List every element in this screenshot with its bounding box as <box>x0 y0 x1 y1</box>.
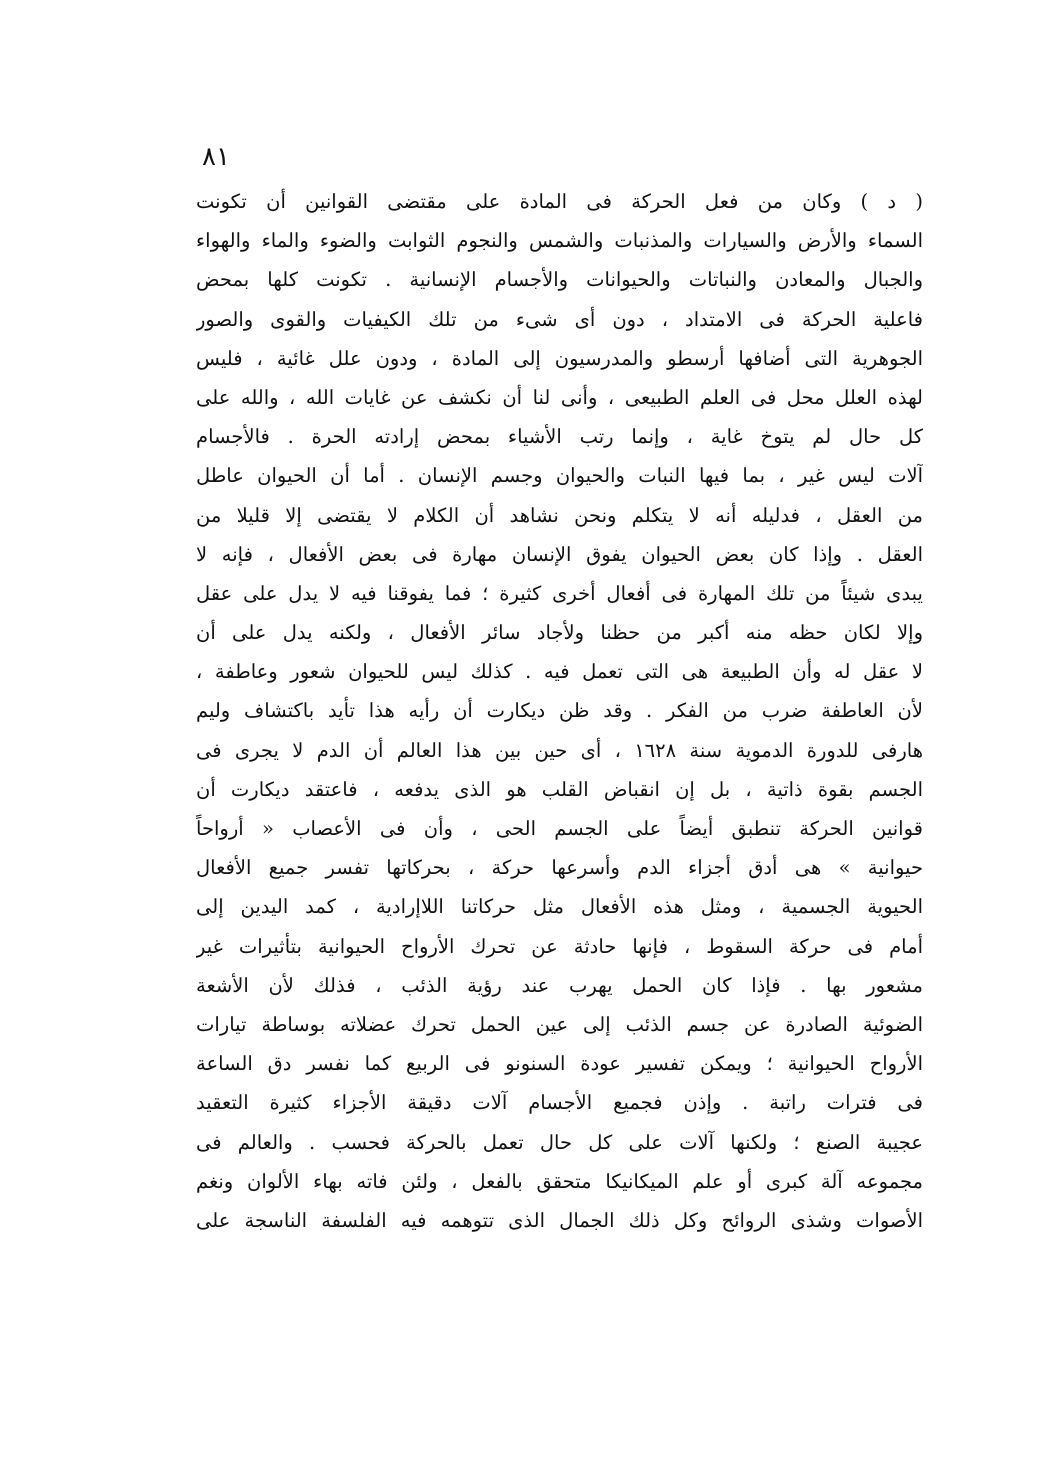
text-line: الجوهرية التى أضافها أرسطو والمدرسيون إلى المادة ، ودون علل غائية ، فليس <box>196 346 923 370</box>
text-line: لهذه العلل محل فى العلم الطبيعى ، وأنى لنا أن نكشف عن غايات الله ، والله على <box>196 385 923 409</box>
text-line: لا عقل له وأن الطبيعة هى التى تعمل فيه . كذلك ليس للحيوان شعور وعاطفة ، <box>196 660 923 684</box>
text-line: السماء والأرض والسيارات والمذنبات والشمس والنجوم الثوابت والضوء والماء والهواء <box>196 229 923 253</box>
text-line: من العقل ، فدليله أنه لا يتكلم ونحن نشاهد أن الكلام لا يقتضى إلا قليلا من <box>196 503 923 527</box>
page-number: ٨١ <box>202 142 230 172</box>
text-line: حيوانية » هى أدق أجزاء الدم وأسرعها حركة ، بحركاتها تفسر جميع الأفعال <box>196 856 923 880</box>
body-text <box>196 182 923 1240</box>
text-line: الأصوات وشذى الروائح وكل ذلك الجمال الذى تتوهمه فيه الفلسفة الناسجة على <box>196 1208 923 1232</box>
text-line: مشعور بها . فإذا كان الحمل يهرب عند رؤية الذئب ، فذلك لأن الأشعة <box>196 973 923 997</box>
text-line: الضوئية الصادرة عن جسم الذئب إلى عين الحمل تحرك عضلاته بوساطة تيارات <box>196 1012 923 1036</box>
text-line: لأن العاطفة ضرب من الفكر . وقد ظن ديكارت أن رأيه هذا تأيد باكتشاف وليم <box>196 699 923 723</box>
text-line: والجبال والمعادن والنباتات والحيوانات والأجسام الإنسانية . تكونت كلها بمحض <box>196 268 923 292</box>
text-line: الجسم بقوة ذاتية ، بل إن انقباض القلب هو الذى يدفعه ، فاعتقد ديكارت أن <box>196 777 923 801</box>
text-line: ( د ) وكان من فعل الحركة فى المادة على مقتضى القوانين أن تكونت <box>196 190 923 213</box>
text-line: الأرواح الحيوانية ؛ ويمكن تفسير عودة السنونو فى الربيع كما نفسر دق الساعة <box>196 1052 923 1076</box>
text-line: وإلا لكان حظه منه أكبر من حظنا ولأجاد سائر الأفعال ، ولكنه يدل على أن <box>196 621 923 645</box>
text-line: العقل . وإذا كان بعض الحيوان يفوق الإنسان مهارة فى بعض الأفعال ، فإنه لا <box>196 542 923 566</box>
text-line: عجيبة الصنع ؛ ولكنها آلات على كل حال تعمل بالحركة فحسب . والعالم فى <box>196 1130 923 1154</box>
text-line: فى فترات راتبة . وإذن فجميع الأجسام آلات دقيقة الأجزاء كثيرة التعقيد <box>196 1091 923 1115</box>
text-line: كل حال لم يتوخ غاية ، وإنما رتب الأشياء بمحض إرادته الحرة . فالأجسام <box>196 425 923 449</box>
text-line: أمام فى حركة السقوط ، فإنها حادثة عن تحرك الأرواح الحيوانية بتأثيرات غير <box>196 934 923 958</box>
text-line: يبدى شيئاً من تلك المهارة فى أفعال أخرى كثيرة ؛ فما يفوقنا فيه لا يدل على عقل <box>196 581 923 605</box>
text-line: آلات ليس غير ، بما فيها النبات والحيوان وجسم الإنسان . أما أن الحيوان عاطل <box>196 464 923 488</box>
text-line: هارفى للدورة الدموية سنة ١٦٢٨ ، أى حين بين هذا العالم أن الدم لا يجرى فى <box>196 738 923 762</box>
text-line: قوانين الحركة تنطبق أيضاً على الجسم الحى ، وأن فى الأعصاب « أرواحاً <box>196 817 923 840</box>
text-line: مجموعه آلة كبرى أو علم الميكانيكا متحقق بالفعل ، ولئن فاته بهاء الألوان ونغم <box>196 1169 923 1193</box>
text-line: الحيوية الجسمية ، ومثل هذه الأفعال مثل حركاتنا اللاإرادية ، كمد اليدين إلى <box>196 895 923 919</box>
text-line: فاعلية الحركة فى الامتداد ، دون أى شىء من تلك الكيفيات والقوى والصور <box>196 307 923 331</box>
